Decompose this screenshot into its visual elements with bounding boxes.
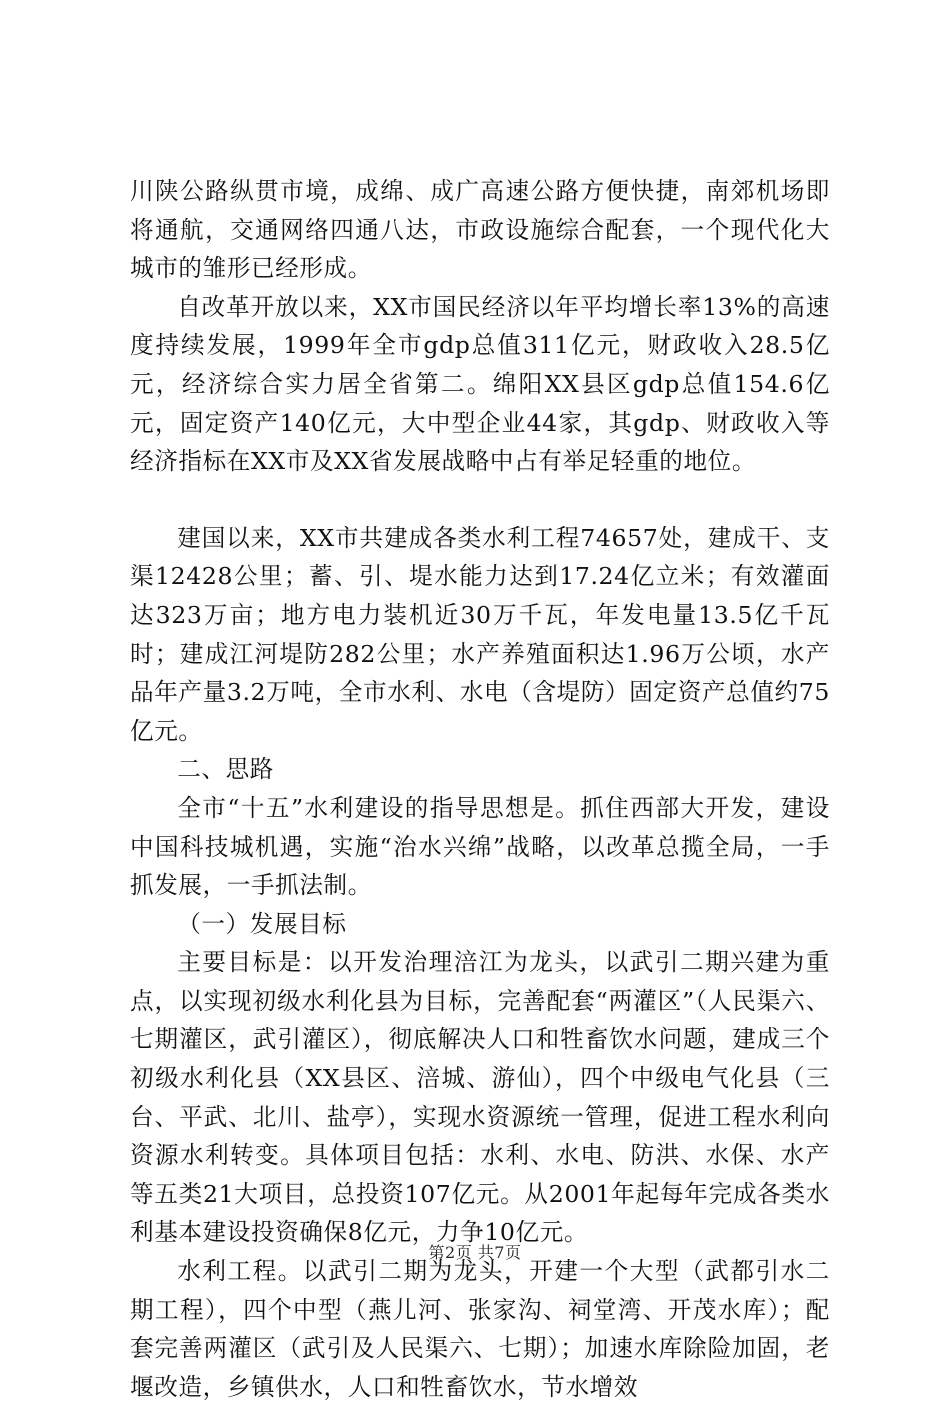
paragraph-water-projects: 建国以来，XX市共建成各类水利工程74657处，建成干、支渠12428公里；蓄、引、堤水能力达到17.24亿立米；有效灌面达323万亩；地方电力装机近30万千瓦，年发电量13.5亿千瓦时；建成江河堤防282公里；水产养殖面积达1.96万公顷，水产品年产量3.2万吨，全市水利、水电（含堤防）固定资产总值约75亿元。	[130, 523, 830, 745]
paragraph-main-goals: 主要目标是：以开发治理涪江为龙头，以武引二期兴建为重点，以实现初级水利化县为目标，完善配套“两灌区”（人民渠六、七期灌区，武引灌区），彻底解决人口和牲畜饮水问题，建成三个初级水利化县（XX县区、涪城、游仙），四个中级电气化县（三台、平武、北川、盐亭），实现水资源统一管理，促进工程水利向资源水利转变。具体项目包括：水利、水电、防洪、水保、水产等五类21大项目，总投资107亿元。从2001年起每年完成各类水利基本建设投资确保8亿元，力争10亿元。	[130, 948, 830, 1247]
paragraph-water-works: 水利工程。以武引二期为龙头，开建一个大型（武都引水二期工程），四个中型（燕儿河、张家沟、祠堂湾、开茂水库）；配套完善两灌区（武引及人民渠六、七期）；加速水库除险加固，老堰改造，乡镇供水，人口和牲畜饮水，节水增效	[130, 1257, 830, 1401]
document-body	[130, 172, 830, 1406]
paragraph-guiding-idea: 全市“十五”水利建设的指导思想是。抓住西部大开发，建设中国科技城机遇，实施“治水兴绵”战略，以改革总揽全局，一手抓发展，一手抓法制。	[130, 793, 830, 900]
paragraph-economy: 自改革开放以来，XX市国民经济以年平均增长率13%的高速度持续发展，1999年全市gdp总值311亿元，财政收入28.5亿元，经济综合实力居全省第二。绵阳XX县区gdp总值154.6亿元，固定资产140亿元，大中型企业44家，其gdp、财政收入等经济指标在XX市及XX省发展战略中占有举足轻重的地位。	[130, 292, 830, 476]
subsection-heading-goals: （一）发展目标	[177, 909, 347, 938]
section-heading-approach: 二、思路	[177, 755, 274, 784]
paragraph-transport: 川陕公路纵贯市境，成绵、成广高速公路方便快捷，南郊机场即将通航，交通网络四通八达，市政设施综合配套，一个现代化大城市的雏形已经形成。	[130, 177, 830, 283]
page-number-footer: 第2页 共7页	[428, 1243, 522, 1262]
